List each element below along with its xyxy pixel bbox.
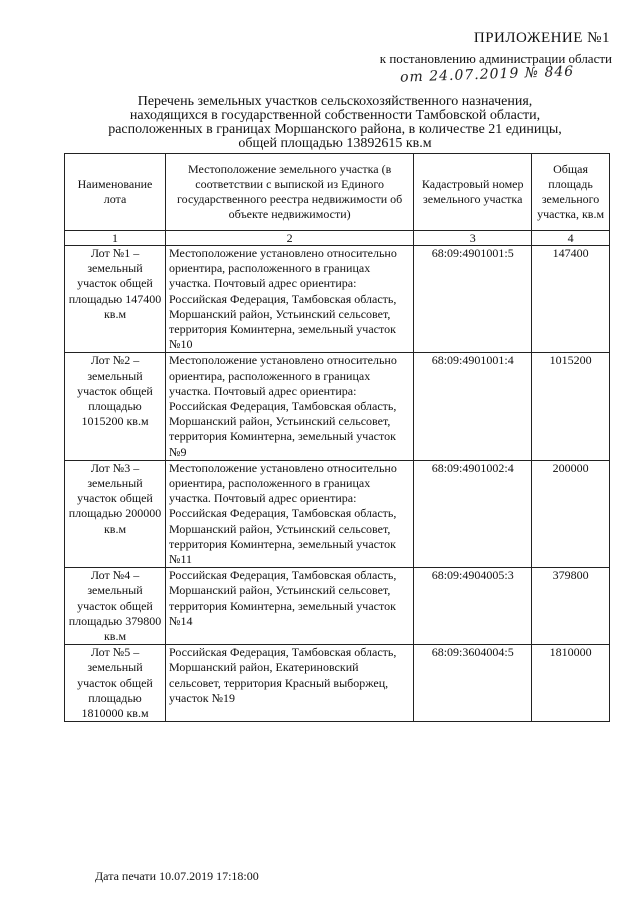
area-cell: 147400	[532, 246, 610, 353]
print-date: Дата печати 10.07.2019 17:18:00	[95, 869, 259, 883]
table-row	[65, 353, 610, 460]
column-number-row	[65, 231, 610, 246]
heading-line-2: находящихся в государственной собственности Тамбовской области,	[129, 108, 541, 123]
cadastral-cell: 68:09:4901001:4	[414, 353, 532, 460]
land-lots-table	[64, 153, 610, 722]
appendix-block	[379, 30, 612, 86]
area-cell: 1810000	[532, 645, 610, 722]
appendix-subtitle: к постановлению администрации области	[379, 51, 612, 66]
heading-line-4: общей площадью 13892615 кв.м	[238, 136, 432, 151]
location-cell: Российская Федерация, Тамбовская область, Моршанский район, Устьинский сельсовет, территория Коминтерна, земельный участок №14	[166, 568, 414, 645]
lot-name-cell: Лот №1 – земельный участок общей площадью 147400 кв.м	[65, 246, 166, 353]
header-area: Общая площадь земельного участка, кв.м	[532, 154, 610, 231]
location-cell: Местоположение установлено относительно ориентира, расположенного в границах участка. Почтовый адрес ориентира: Российская Федерация, Тамбовская область, Моршанский район, Устьинский сельсовет, территория Коминтерна, земельный участок №11	[166, 460, 414, 567]
cadastral-cell: 68:09:3604004:5	[414, 645, 532, 722]
location-cell: Российская Федерация, Тамбовская область, Моршанский район, Екатериновский сельсовет, территория Красный выборжец, участок №19	[166, 645, 414, 722]
column-number: 3	[414, 231, 532, 246]
area-cell: 200000	[532, 460, 610, 567]
table-row	[65, 568, 610, 645]
column-number: 2	[166, 231, 414, 246]
appendix-title: ПРИЛОЖЕНИЕ №1	[473, 30, 610, 46]
lot-name-cell: Лот №5 – земельный участок общей площадью 1810000 кв.м	[65, 645, 166, 722]
document-heading	[80, 95, 590, 151]
table-row	[65, 460, 610, 567]
area-cell: 379800	[532, 568, 610, 645]
cadastral-cell: 68:09:4904005:3	[414, 568, 532, 645]
lot-name-cell: Лот №3 – земельный участок общей площадью 200000 кв.м	[65, 460, 166, 567]
handwritten-date-number: от 24.07.2019 № 846	[399, 63, 575, 86]
location-cell: Местоположение установлено относительно ориентира, расположенного в границах участка. Почтовый адрес ориентира: Российская Федерация, Тамбовская область, Моршанский район, Устьинский сельсовет, территория Коминтерна, земельный участок №9	[166, 353, 414, 460]
location-cell: Местоположение установлено относительно ориентира, расположенного в границах участка. Почтовый адрес ориентира: Российская Федерация, Тамбовская область, Моршанский район, Устьинский сельсовет, территория Коминтерна, земельный участок №10	[166, 246, 414, 353]
column-number: 1	[65, 231, 166, 246]
cadastral-cell: 68:09:4901002:4	[414, 460, 532, 567]
area-cell: 1015200	[532, 353, 610, 460]
heading-line-3: расположенных в границах Моршанского района, в количестве 21 единицы,	[108, 122, 562, 137]
lot-name-cell: Лот №4 – земельный участок общей площадью 379800 кв.м	[65, 568, 166, 645]
table-header-row	[65, 154, 610, 231]
header-location: Местоположение земельного участка (в соответствии с выпиской из Единого государственного реестра недвижимости об объекте недвижимости)	[166, 154, 414, 231]
column-number: 4	[532, 231, 610, 246]
header-cadastral: Кадастровый номер земельного участка	[414, 154, 532, 231]
table-row	[65, 246, 610, 353]
cadastral-cell: 68:09:4901001:5	[414, 246, 532, 353]
heading-line-1: Перечень земельных участков сельскохозяйственного назначения,	[137, 94, 533, 109]
header-lot: Наименование лота	[65, 154, 166, 231]
table-row	[65, 645, 610, 722]
lot-name-cell: Лот №2 – земельный участок общей площадью 1015200 кв.м	[65, 353, 166, 460]
